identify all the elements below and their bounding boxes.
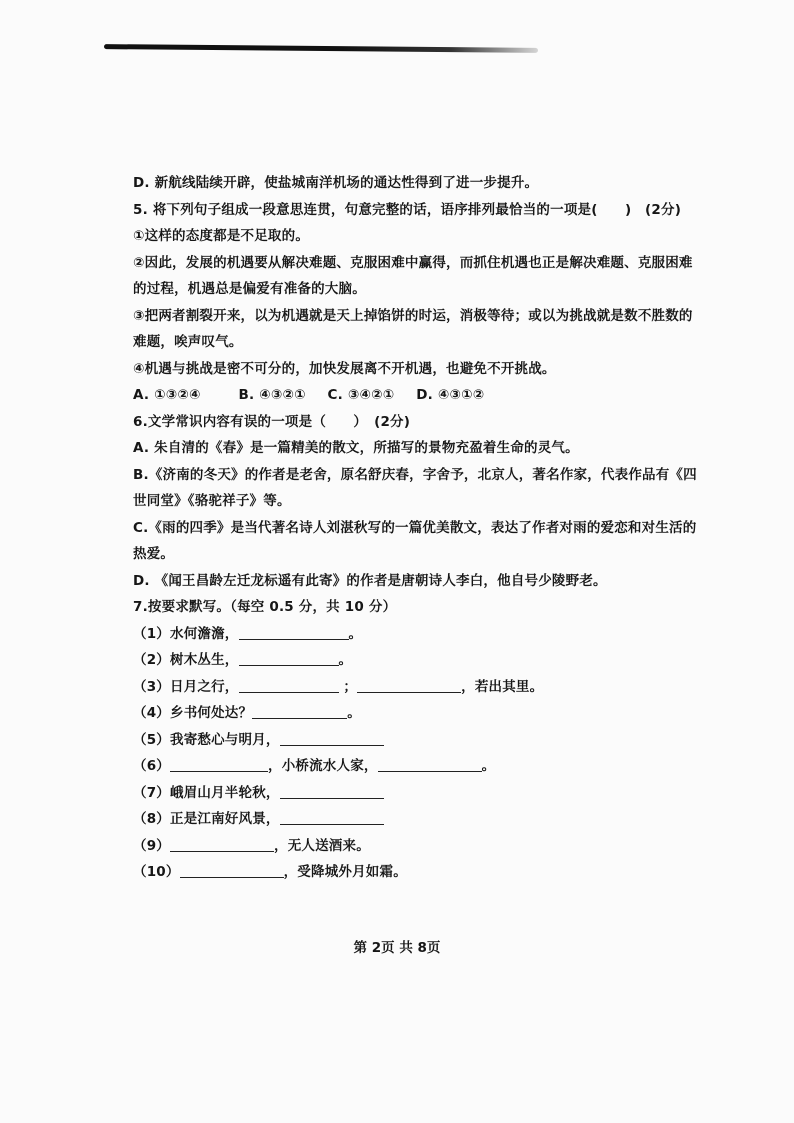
exam-page-body [133,170,697,886]
q7-item-4: （4）乡书何处达？ 。 [133,705,361,721]
answer-blank[interactable] [170,837,274,852]
q6-option-b-line2: 世同堂》《骆驼祥子》等。 [133,493,291,509]
q6-option-c-line2: 热爱。 [133,546,175,562]
q6-option-b-line1: B.《济南的冬天》的作者是老舍，原名舒庆春，字舍予，北京人，著名作家，代表作品有《四 [133,466,697,483]
q7-stem: 7.按要求默写。（每空 0.5 分，共 10 分） [133,599,397,615]
answer-blank[interactable] [239,678,339,693]
q7-item-3: （3）日月之行， ； ，若出其里。 [133,678,544,695]
q6-option-c-line1: C.《雨的四季》是当代著名诗人刘湛秋写的一篇优美散文，表达了作者对雨的爱恋和对生活的 [133,519,697,536]
q5-sentence-3a: ③把两者割裂开来，以为机遇就是天上掉馅饼的时运，消极等待；或以为挑战就是数不胜数的 [133,307,693,324]
q5-sentence-2a: ②因此，发展的机遇要从解决难题、克服困难中赢得，而抓住机遇也正是解决难题、克服困难 [133,254,693,271]
q7-item-5: （5）我寄愁心与明月， [133,727,678,754]
q7-item-8: （8）正是江南好风景， [133,806,678,833]
q6-stem: 6.文学常识内容有误的一项是（ ） (2分) [133,413,411,430]
scan-edge-mark [104,44,538,53]
answer-blank[interactable] [280,810,384,825]
q5-options [133,382,678,409]
q6-option-d: D. 《闻王昌龄左迁龙标遥有此寄》的作者是唐朝诗人李白，他自号少陵野老。 [133,572,607,589]
answer-blank[interactable] [280,731,384,746]
answer-blank[interactable] [239,625,349,640]
answer-blank[interactable] [239,651,339,666]
q5-option-a: A. ①③②④ [133,387,201,403]
q5-option-c: C. ③④②① [327,387,395,403]
answer-blank[interactable] [357,678,461,693]
q7-item-7: （7）峨眉山月半轮秋， [133,780,678,807]
answer-blank[interactable] [170,757,268,772]
q5-sentence-3b: 难题，唉声叹气。 [133,334,243,350]
q7-item-2: （2）树木丛生， 。 [133,652,353,668]
page-number-footer: 第 2页 共 8页 [353,940,441,956]
q7-item-10: （10） ，受降城外月如霜。 [133,864,407,880]
q5-sentence-2b: 的过程，机遇总是偏爱有准备的大脑。 [133,281,366,297]
q4-option-d: D. 新航线陆续开辟，使盐城南洋机场的通达性得到了进一步提升。 [133,175,539,191]
answer-blank[interactable] [378,757,482,772]
answer-blank[interactable] [280,784,384,799]
q6-option-a: A. 朱自清的《春》是一篇精美的散文，所描写的景物充盈着生命的灵气。 [133,440,579,456]
q5-option-d: D. ④③①② [416,387,485,403]
q5-option-b: B. ④③②① [238,387,306,403]
q5-sentence-1: ①这样的态度都是不足取的。 [133,228,310,244]
q5-stem: 5. 将下列句子组成一段意思连贯，句意完整的话，语序排列最恰当的一项是( ) (2分) [133,201,682,218]
q7-item-6: （6） ，小桥流水人家， 。 [133,758,496,774]
q5-sentence-4: ④机遇与挑战是密不可分的，加快发展离不开机遇，也避免不开挑战。 [133,360,556,377]
answer-blank[interactable] [180,863,284,878]
answer-blank[interactable] [252,704,347,719]
q7-item-1: （1）水何澹澹， 。 [133,625,363,642]
q7-item-9: （9） ，无人送酒来。 [133,837,370,854]
